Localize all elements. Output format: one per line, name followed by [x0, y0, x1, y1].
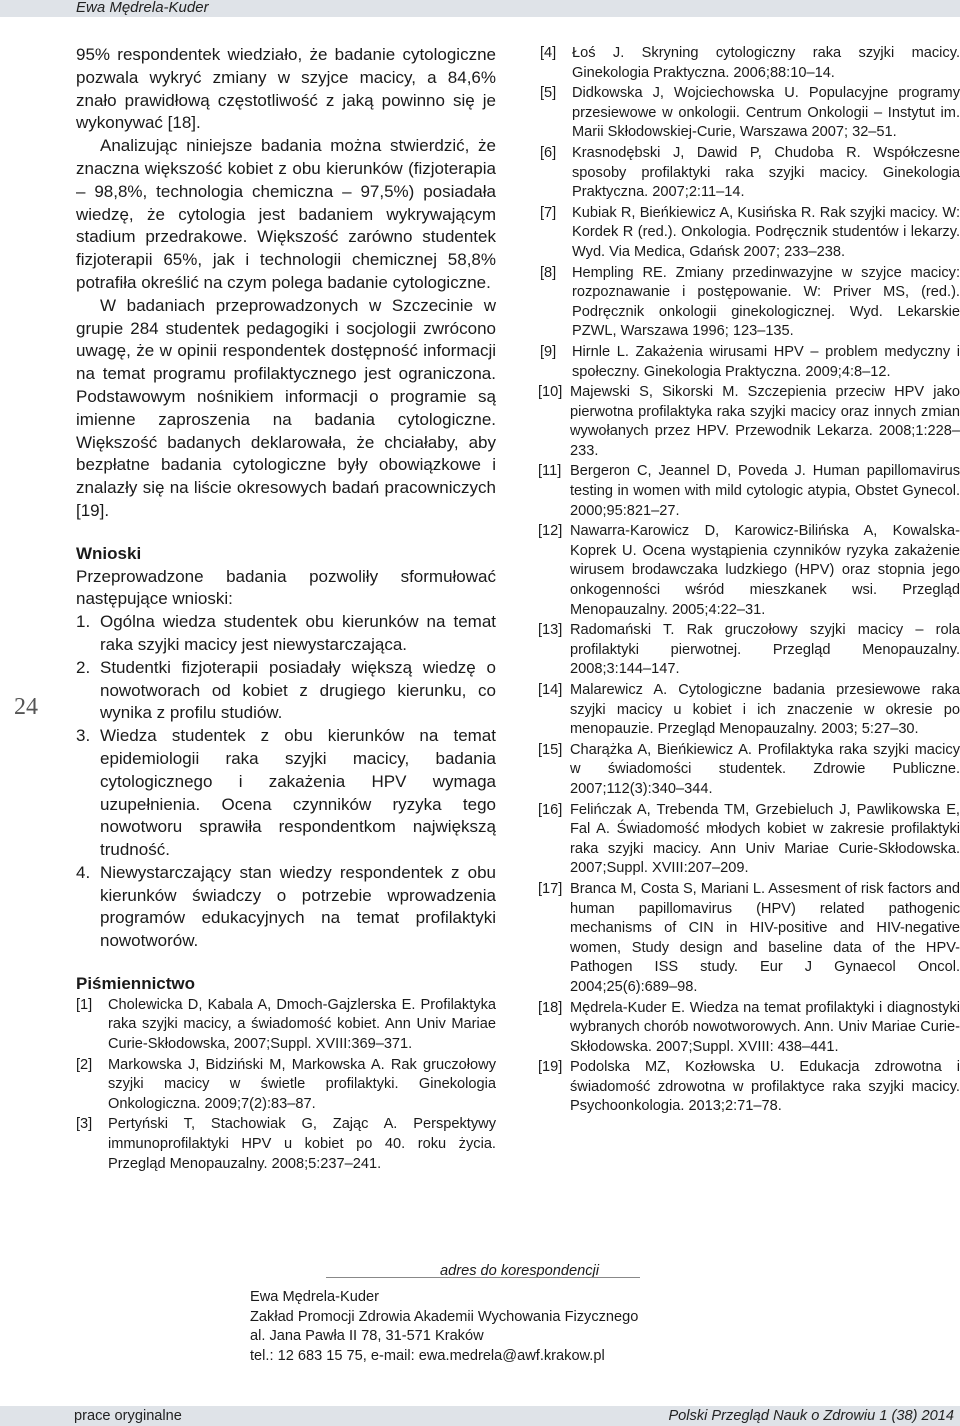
- conclusions-heading: Wnioski: [76, 543, 142, 563]
- reference-item: [540, 681, 960, 740]
- conclusions-list: [76, 611, 496, 953]
- conclusion-item: [76, 611, 496, 657]
- conclusion-item: [76, 862, 496, 953]
- reference-number: [14]: [538, 682, 563, 698]
- right-column: [540, 44, 960, 1118]
- reference-item: [540, 462, 960, 521]
- contact-street: al. Jana Pawła II 78, 31-571 Kraków: [250, 1328, 484, 1345]
- reference-item: [76, 1056, 496, 1115]
- conclusion-number: 1.: [76, 612, 91, 632]
- reference-text: Pertyński T, Stachowiak G, Zając A. Perspektywy immunoprofilaktyki HPV u kobiet po 40. roku życia. Przegląd Menopauzalny. 2008;5:237–241.: [108, 1116, 496, 1172]
- reference-item: [540, 880, 960, 998]
- reference-number: [7]: [540, 204, 557, 221]
- contact-institution: Zakład Promocji Zdrowia Akademii Wychowania Fizycznego: [250, 1308, 639, 1325]
- reference-text: Branca M, Costa S, Mariani L. Assesment of risk factors and human papillomavirus (HPV) related pathogenic mechanisms of CIN in HIV-positive and HIV-negative women, Study design and baseline data of the HPV-Pathogen ISS study. Eur J Gynaecol Oncol. 2004;25(6):689–98.: [570, 880, 960, 995]
- reference-number: [8]: [540, 264, 557, 281]
- left-column: [76, 44, 496, 1175]
- reference-item: [540, 84, 960, 143]
- reference-number: [19]: [538, 1059, 563, 1076]
- reference-text: Radomański T. Rak gruczołowy szyjki macicy – rola profilaktyki pierwotnej. Przegląd Menopauzalny. 2008;3:144–147.: [570, 622, 960, 678]
- conclusion-text: Studentki fizjoterapii posiadały większą wiedzę o nowotworach od kobiet z drugiego kierunku, co wynika z profilu studiów.: [100, 657, 496, 723]
- footer-journal-title: Polski Przegląd Nauk o Zdrowiu 1 (38) 2014: [668, 1408, 954, 1424]
- reference-number: [5]: [540, 85, 557, 102]
- correspondence-address: [250, 1288, 638, 1366]
- reference-item: [540, 383, 960, 461]
- reference-number: [13]: [538, 622, 563, 639]
- header-bar: [0, 0, 960, 17]
- reference-text: Łoś J. Skryning cytologiczny raka szyjki macicy. Ginekologia Praktyczna. 2006;88:10–14.: [572, 45, 960, 81]
- header-author: Ewa Mędrela-Kuder: [76, 0, 209, 16]
- references-list-right: [540, 44, 960, 382]
- reference-text: Kubiak R, Bieńkiewicz A, Kusińska R. Rak szyjki macicy. W: Kordek R (red.). Onkologia. Podręcznik studentów i lekarzy. Wyd. Via Medica, Gdańsk 2007; 233–238.: [572, 204, 960, 260]
- paragraph-3: W badaniach przeprowadzonych w Szczecinie w grupie 284 studentek pedagogiki i socjologii zwrócono uwagę, że w opinii respondentek dostępność informacji na temat programu profilaktycznego jest ograniczona. Podstawowym nośnikiem informacji o programie są imienne zaproszenia na badania cytologiczne. Większość badanych deklarowała, że chciałaby, aby bezpłatne badania cytologiczne były obowiązkowe i znalazły się na liście okresowych badań pracowniczych [19].: [76, 295, 496, 520]
- conclusion-number: 2.: [76, 657, 91, 677]
- contact-name: Ewa Mędrela-Kuder: [250, 1289, 379, 1305]
- references-heading: Piśmiennictwo: [76, 974, 196, 994]
- conclusion-number: 4.: [76, 862, 91, 882]
- reference-number: [10]: [538, 384, 563, 401]
- footer-section-label: prace oryginalne: [74, 1408, 182, 1424]
- reference-number: [3]: [76, 1116, 93, 1133]
- paragraph-2: Analizując niniejsze badania można stwierdzić, że znaczna większość kobiet z obu kierunków (fizjoterapia – 98,8%, technologia chemiczna – 97,5%) posiadała wiedzę, że cytologia jest badaniem wykrywającym stadium przedrakowe. Większość zarówno studentek fizjoterapii 65%, jak i technologii chemicznej 58,8% potrafiła określić na czym polega badanie cytologiczne.: [76, 136, 496, 292]
- reference-number: [1]: [76, 996, 93, 1013]
- reference-item: [540, 204, 960, 263]
- contact-divider: [326, 1277, 640, 1278]
- reference-item: [540, 264, 960, 342]
- conclusion-text: Niewystarczający stan wiedzy respondentek z obu kierunków świadczy o potrzebie wprowadzenia programów edukacyjnych na temat profilaktyki nowotworów.: [100, 862, 496, 951]
- contact-phone-email: tel.: 12 683 15 75, e-mail: ewa.medrela@awf.krakow.pl: [250, 1347, 605, 1364]
- reference-item: [540, 621, 960, 680]
- conclusion-text: Ogólna wiedza studentek obu kierunków na temat raka szyjki macicy jest niewystarczająca.: [100, 612, 496, 654]
- reference-number: [17]: [538, 880, 563, 897]
- reference-number: [12]: [538, 523, 563, 540]
- conclusion-number: 3.: [76, 726, 91, 746]
- conclusions-intro: Przeprowadzone badania pozwoliły sformułować następujące wnioski:: [76, 566, 496, 609]
- reference-text: Cholewicka D, Kabala A, Dmoch-Gajzlerska E. Profilaktyka raka szyjki macicy, a świadomość kobiet. Ann Univ Mariae Curie-Skłodowska, 2007;Suppl. XVIII:369–371.: [108, 996, 496, 1053]
- reference-text: Malarewicz A. Cytologiczne badania przesiewowe raka szyjki macicy u kobiet i ich znaczenie w okresie po menopauzie. Przegląd Menopauzalny. 2003; 5:27–30.: [570, 682, 960, 738]
- conclusion-item: [76, 657, 496, 725]
- reference-text: Hirnle L. Zakażenia wirusami HPV – problem medyczny i społeczny. Ginekologia Praktyczna. 2009;4:8–12.: [572, 343, 960, 380]
- paragraph-1: 95% respondentek wiedziało, że badanie cytologiczne pozwala wykryć zmiany w szyjce macicy, a 84,6% znało prawidłową częstotliwość z jaką powinno się je wykonywać [18].: [76, 45, 496, 133]
- reference-item: [540, 522, 960, 620]
- reference-text: Didkowska J, Wojciechowska U. Populacyjne programy przesiewowe w onkologii. Centrum Onkologii – Instytut im. Marii Skłodowskiej-Curie, Warszawa 2007; 32–51.: [572, 85, 960, 141]
- reference-number: [16]: [538, 801, 563, 818]
- reference-item: [540, 999, 960, 1058]
- reference-number: [15]: [538, 741, 563, 758]
- reference-number: [6]: [540, 144, 557, 161]
- references-list-right-2: [540, 383, 960, 1117]
- reference-item: [540, 343, 960, 382]
- reference-text: Bergeron C, Jeannel D, Poveda J. Human papillomavirus testing in women with mild cytologic atypia, Obstet Gynecol. 2000;95:821–27.: [570, 463, 960, 519]
- references-list-left: [76, 996, 496, 1174]
- conclusion-text: Wiedza studentek z obu kierunków na temat epidemiologii raka szyjki macicy, badania cytologicznego i zakażenia HPV wymaga uzupełnienia. Ocena czynników ryzyka tego nowotworu sprawiła respondentkom największą trudność.: [100, 726, 496, 860]
- reference-item: [540, 1058, 960, 1117]
- reference-text: Hempling RE. Zmiany przedinwazyjne w szyjce macicy: rozpoznawanie i postępowanie. W: Priver MS, (red.). Podręcznik onkologii ginekologicznej. Wyd. Lekarskie PZWL, Warszawa 1996; 123–135.: [572, 264, 960, 340]
- reference-text: Markowska J, Bidziński M, Markowska A. Rak gruczołowy szyjki macicy w świetle profilaktyki. Ginekologia Onkologiczna. 2009;7(2):83–87.: [108, 1056, 496, 1112]
- reference-item: [540, 801, 960, 879]
- reference-number: [18]: [538, 999, 563, 1016]
- reference-number: [11]: [538, 463, 562, 480]
- reference-text: Felińczak A, Trebenda TM, Grzebieluch J, Pawlikowska E, Fal A. Świadomość młodych kobiet w zakresie profilaktyki raka szyjki macicy. Ann Univ Mariae Curie-Skłodowska. 2007;Suppl. XVIII:207–209.: [570, 801, 960, 877]
- reference-item: [76, 1115, 496, 1174]
- reference-item: [540, 144, 960, 203]
- reference-number: [9]: [540, 343, 557, 360]
- page-number: 24: [14, 694, 38, 720]
- reference-text: Majewski S, Sikorski M. Szczepienia przeciw HPV jako pierwotna profilaktyka raka szyjki macicy oraz innych zmian wywołanych przez HPV. Przewodnik Lekarza. 2008;1:228–233.: [570, 384, 960, 459]
- reference-text: Mędrela-Kuder E. Wiedza na temat profilaktyki i diagnostyki wybranych chorób nowotworowych. Ann. Univ Mariae Curie-Skłodowska. 2007;Suppl. XVIII: 438–441.: [570, 999, 960, 1055]
- reference-number: [4]: [540, 45, 557, 61]
- reference-item: [540, 741, 960, 800]
- reference-text: Nawarra-Karowicz D, Karowicz-Bilińska A, Kowalska-Koprek U. Ocena wystąpienia czynników ryzyka zakażenie wirusem brodawczaka ludzkiego (HPV) oraz stopnia jego onkogenności wśród mieszkanek wsi. Przegląd Menopauzalny. 2005;4:22–31.: [570, 523, 960, 618]
- conclusion-item: [76, 725, 496, 862]
- contact-title: adres do korespondencji: [440, 1263, 600, 1279]
- reference-text: Krasnodębski J, Dawid P, Chudoba R. Współczesne sposoby profilaktyki raka szyjki macicy. Ginekologia Praktyczna. 2007;2:11–14.: [572, 144, 960, 201]
- reference-item: [76, 996, 496, 1055]
- reference-item: [540, 44, 960, 83]
- reference-text: Podolska MZ, Kozłowska U. Edukacja zdrowotna i świadomość zdrowotna w profilaktyce raka szyjki macicy. Psychoonkologia. 2013;2:71–78.: [570, 1059, 960, 1115]
- reference-text: Charążka A, Bieńkiewicz A. Profilaktyka raka szyjki macicy w świadomości studentek. Zdrowie Publiczne. 2007;112(3):340–344.: [570, 741, 960, 797]
- reference-number: [2]: [76, 1056, 93, 1073]
